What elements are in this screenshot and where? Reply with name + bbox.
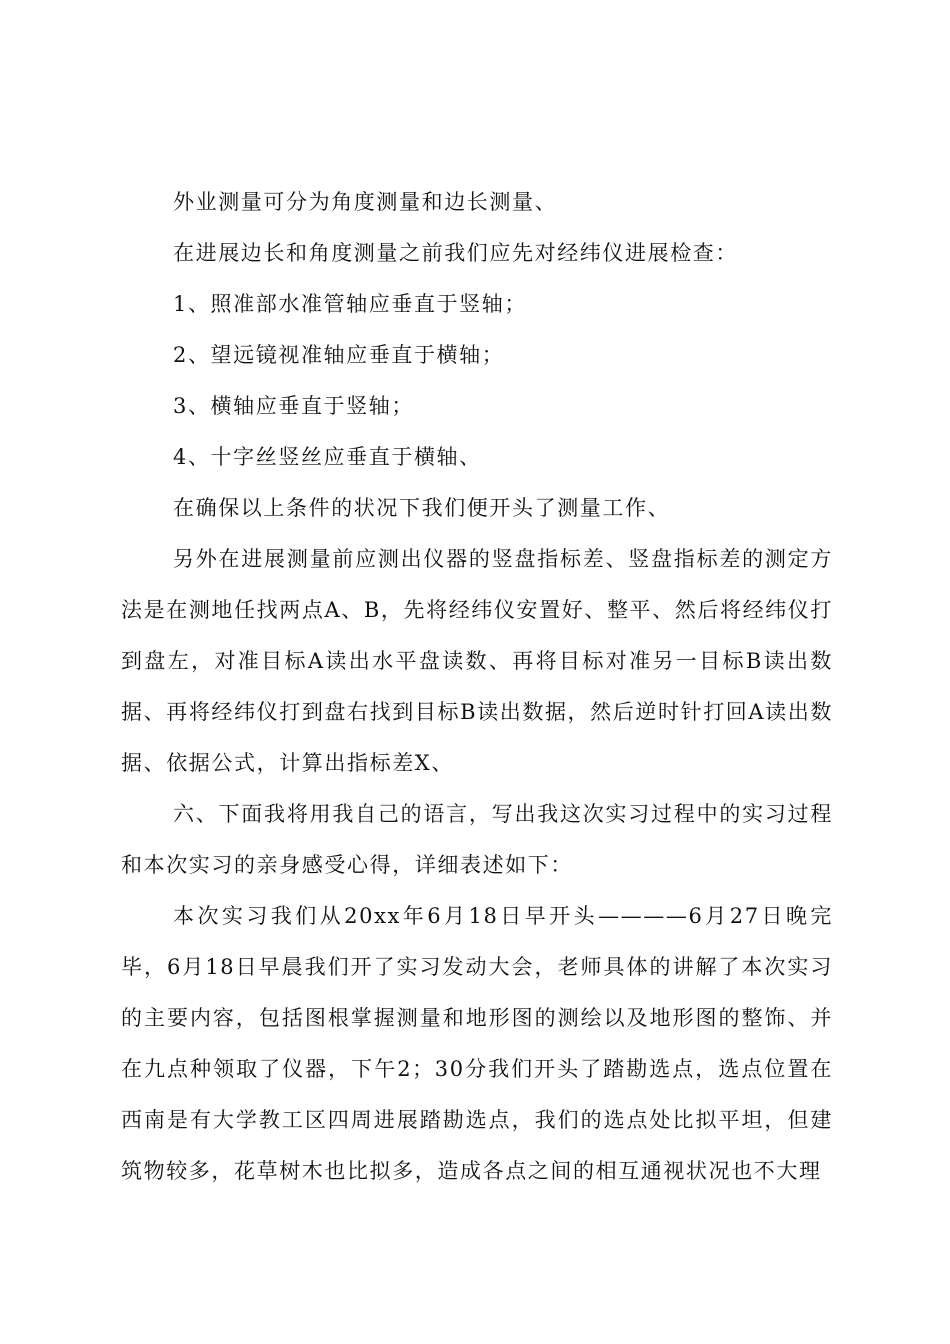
paragraph-check-item-3: 3、横轴应垂直于竖轴； <box>173 394 414 418</box>
paragraph-check-item-4: 4、十字丝竖丝应垂直于横轴、 <box>173 445 482 469</box>
paragraph-instrument-check-intro: 在进展边长和角度测量之前我们应先对经纬仪进展检查： <box>173 241 738 265</box>
paragraph-index-error: 另外在进展测量前应测出仪器的竖盘指标差、竖盘指标差的测定方法是在测地任找两点A、B，先将经纬仪安置好、整平、然后将经纬仪打到盘左，对准目标A读出水平盘读数、再将目标对准另一目标B读出数据、再将经纬仪打到盘右找到目标B读出数据，然后逆时针打回A读出数据、依据公式，计算出指标差X、 <box>121 547 833 775</box>
paragraph-measurement-types: 外业测量可分为角度测量和边长测量、 <box>173 190 558 214</box>
paragraph-internship-process: 本次实习我们从20xx年6月18日早开头————6月27日晚完毕，6月18日早晨我们开了实习发动大会，老师具体的讲解了本次实习的主要内容，包括图根掌握测量和地形图的测绘以及地形图的整饰、并在九点种领取了仪器，下午2；30分我们开头了踏勘选点，选点位置在西南是有大学教工区四周进展踏勘选点，我们的选点处比拟平坦，但建筑物较多，花草树木也比拟多，造成各点之间的相互通视状况也不大理 <box>121 904 833 1183</box>
document-body <box>121 177 833 1197</box>
paragraph-start-measurement: 在确保以上条件的状况下我们便开头了测量工作、 <box>173 496 671 520</box>
paragraph-check-item-1: 1、照准部水准管轴应垂直于竖轴； <box>173 292 527 316</box>
paragraph-section-six: 六、下面我将用我自己的语言，写出我这次实习过程中的实习过程和本次实习的亲身感受心得，详细表述如下： <box>121 802 833 877</box>
paragraph-check-item-2: 2、望远镜视准轴应垂直于横轴； <box>173 343 505 367</box>
